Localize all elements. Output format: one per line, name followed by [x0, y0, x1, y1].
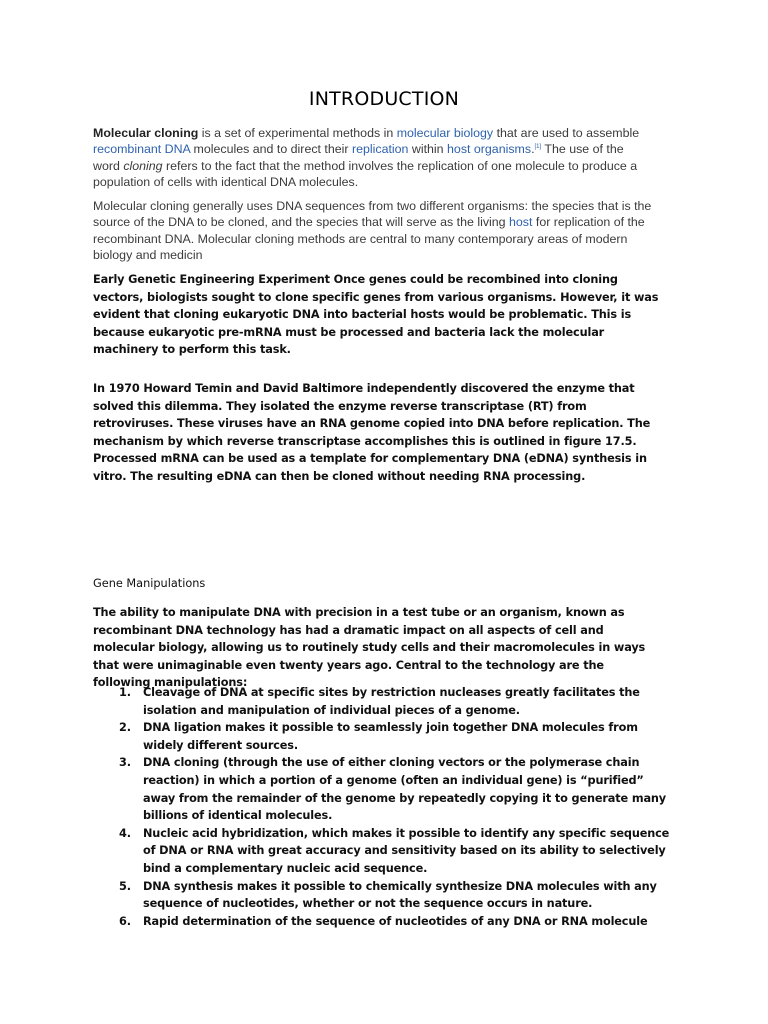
list-number: 4.: [119, 826, 131, 840]
list-number: 1.: [119, 686, 131, 699]
list-text: DNA ligation makes it possible to seamlessly join together DNA molecules from widely different sources.: [143, 721, 638, 752]
link-host-organisms[interactable]: host organisms: [447, 142, 532, 157]
text-run: within: [408, 142, 448, 157]
paragraph-reverse-transcriptase: In 1970 Howard Temin and David Baltimore independently discovered the enzyme that solved this dilemma. They isolated the enzyme reverse transcriptase (RT) from retroviruses. These viruses have an RNA genome copied into DNA before replication. The mechanism by which reverse transcriptase accomplishes this is outlined in figure 17.5. Processed mRNA can be used as a template for complementary DNA (eDNA) synthesis in vitro. The resulting eDNA can then be cloned without needing RNA processing.: [93, 382, 651, 483]
citation-ref[interactable]: [1]: [534, 144, 542, 151]
list-item: [93, 913, 673, 931]
list-item: [93, 754, 673, 824]
list-text: Nucleic acid hybridization, which makes it possible to identify any specific sequence of DNA or RNA with great accuracy and sensitivity based on its ability to selectively bind a complementary nucleic acid sequence.: [143, 826, 670, 875]
section-heading-gene-manipulations: Gene Manipulations: [93, 577, 206, 590]
list-item: [93, 878, 673, 913]
list-item: [93, 825, 673, 878]
list-text: DNA cloning (through the use of either cloning vectors or the polymerase chain reaction) in which a portion of a genome (often an individual gene) is “purified” away from the remainder of the genome by repeatedly copying it to generate many billions of identical molecules.: [143, 756, 667, 823]
list-item: [93, 719, 673, 754]
link-molecular-biology[interactable]: molecular biology: [396, 126, 494, 140]
text-run: Molecular cloning generally uses DNA sequences from two different organisms: the species that is the source of the DNA to be cloned, and the species that will serve as the living: [93, 199, 652, 230]
text-run: The use of the word: [93, 142, 624, 173]
list-text: Cleavage of DNA at specific sites by restriction nucleases greatly facilitates the isolation and manipulation of individual pieces of a genome.: [143, 686, 640, 717]
list-number: 5.: [119, 879, 131, 893]
wiki-paragraph-definition: [93, 125, 653, 190]
text-run: for replication of the recombinant DNA. Molecular cloning methods are central to many contemporary areas of modern biology and medicin: [93, 215, 645, 262]
term-molecular-cloning: Molecular cloning: [93, 126, 199, 140]
list-number: 2.: [119, 721, 131, 735]
list-text: Rapid determination of the sequence of nucleotides of any DNA or RNA molecule: [143, 914, 648, 928]
text-run: that are used to assemble: [493, 126, 640, 140]
list-text: DNA synthesis makes it possible to chemically synthesize DNA molecules with any sequence of nucleotides, whether or not the sequence occurs in nature.: [143, 879, 657, 911]
manipulations-list: [93, 684, 673, 930]
link-host[interactable]: host: [509, 215, 533, 230]
link-recombinant-dna[interactable]: recombinant DNA: [93, 142, 191, 157]
text-run: is a set of experimental methods in: [198, 126, 397, 140]
term-cloning: cloning: [123, 158, 163, 173]
list-number: 3.: [119, 756, 131, 770]
page-title: INTRODUCTION: [308, 88, 460, 110]
list-item: [93, 684, 673, 719]
text-run: refers to the fact that the method involves the replication of one molecule to produce a population of cells with identical DNA molecules.: [93, 158, 638, 189]
paragraph-recombinant-technology: The ability to manipulate DNA with precision in a test tube or an organism, known as recombinant DNA technology has had a dramatic impact on all aspects of cell and molecular biology, allowing us to routinely study cells and their macromolecules in ways that were unimaginable even twenty years ago. Central to the technology are the following manipulations:: [93, 606, 646, 690]
list-number: 6.: [119, 914, 131, 928]
text-run: .: [531, 142, 535, 157]
paragraph-early-genetic-engineering: Early Genetic Engineering Experiment Once genes could be recombined into cloning vectors, biologists sought to clone specific genes from various organisms. However, it was evident that cloning eukaryotic DNA into bacterial hosts would be problematic. This is because eukaryotic pre-mRNA must be processed and bacteria lack the molecular machinery to perform this task.: [93, 273, 659, 357]
wiki-paragraph-sources: [93, 198, 653, 263]
link-replication[interactable]: replication: [351, 142, 409, 157]
text-run: molecules and to direct their: [190, 142, 352, 157]
